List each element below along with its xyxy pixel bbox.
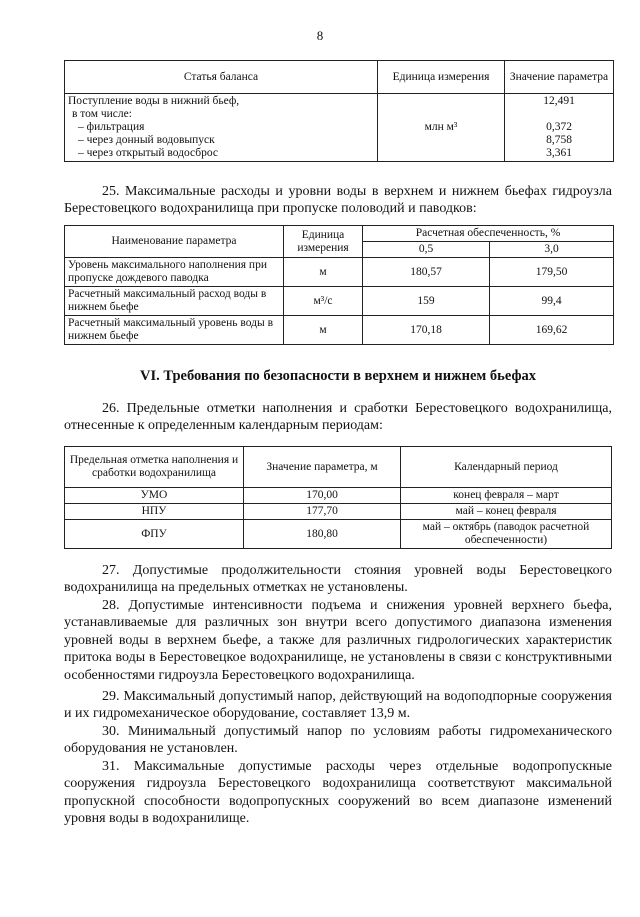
table-row: [65, 316, 614, 345]
table-row: [65, 504, 612, 520]
table-header: Единица измерения: [284, 226, 363, 258]
max-flows-table: [64, 225, 614, 345]
table-cell: 179,50: [490, 258, 614, 287]
table-header: Значение параметра, м: [244, 447, 401, 488]
table-cell: – через открытый водосброс: [78, 147, 219, 159]
table-cell: – фильтрация: [78, 121, 145, 133]
table-cell: Поступление воды в нижний бьеф,: [68, 95, 240, 107]
table-cell: 170,00: [244, 488, 401, 504]
table-cell: Расчетный максимальный уровень воды в нижнем бьефе: [65, 316, 284, 345]
table-cell: май – конец февраля: [401, 504, 612, 520]
table-cell: май – октябрь (паводок расчетной обеспеченности): [401, 520, 612, 549]
balance-values: [505, 94, 614, 162]
table-header-row: [65, 226, 614, 242]
table-cell: 170,18: [363, 316, 490, 345]
table-row: [65, 520, 612, 549]
table-header: 0,5: [363, 242, 490, 258]
table-cell: м: [284, 316, 363, 345]
table-cell: 159: [363, 287, 490, 316]
paragraph-25: 25. Максимальные расходы и уровни воды в верхнем и нижнем бьефах гидроузла Берестовецкого водохранилища при пропуске половодий и паводков:: [64, 184, 612, 217]
limit-marks-table: [64, 446, 612, 549]
table-cell: 12,491: [543, 95, 575, 107]
table-row: [65, 488, 612, 504]
table-header: Значение параметра: [505, 61, 614, 94]
paragraph-26: 26. Предельные отметки наполнения и сработки Берестовецкого водохранилища, отнесенные к определенным календарным периодам:: [64, 401, 612, 434]
table-row: [65, 287, 614, 316]
table-cell: 99,4: [490, 287, 614, 316]
table-header: Наименование параметра: [65, 226, 284, 258]
table-cell: [508, 108, 610, 121]
table-cell: млн м³: [378, 94, 505, 162]
table-cell: м³/с: [284, 287, 363, 316]
table-header: Единица измерения: [378, 61, 505, 94]
table-row: [65, 258, 614, 287]
table-cell: 180,57: [363, 258, 490, 287]
table-header: Календарный период: [401, 447, 612, 488]
table-header-row: [65, 61, 614, 94]
table-cell: 8,758: [546, 134, 572, 146]
table-cell: 3,361: [546, 147, 572, 159]
balance-items: [65, 94, 378, 162]
table-cell: – через донный водовыпуск: [78, 134, 215, 146]
table-cell: 0,372: [546, 121, 572, 133]
paragraph-28: 28. Допустимые интенсивности подъема и снижения уровней верхнего бьефа, устанавливаемые для различных зон внутри всего допустимого диапазона изменения уровней воды в верхнем бьефе, а также для различных гидрологических характеристик притока воды в Берестовецкое водохранилище, не установлены в связи с конструктивными особенностями гидроузла Берестовецкого водохранилища.: [64, 598, 612, 683]
paragraph-27: 27. Допустимые продолжительности стояния уровней воды Берестовецкого водохранилища на предельных отметках не установлены.: [64, 563, 612, 596]
table-cell: 177,70: [244, 504, 401, 520]
table-header: Предельная отметка наполнения и сработки водохранилища: [65, 447, 244, 488]
table-cell: м: [284, 258, 363, 287]
table-cell: Расчетный максимальный расход воды в нижнем бьефе: [65, 287, 284, 316]
table-cell: 169,62: [490, 316, 614, 345]
section-heading: VI. Требования по безопасности в верхнем и нижнем бьефах: [140, 368, 536, 384]
paragraph-31: 31. Максимальные допустимые расходы через отдельные водопропускные сооружения гидроузла Берестовецкого водохранилища соответствуют максимальной пропускной способности водопропускных сооружений во всем диапазоне изменений уровня воды в водохранилище.: [64, 759, 612, 827]
table-header: 3,0: [490, 242, 614, 258]
paragraph-29: 29. Максимальный допустимый напор, действующий на водоподпорные сооружения и их гидромеханическое оборудование, составляет 13,9 м.: [64, 689, 612, 722]
table-cell: УМО: [65, 488, 244, 504]
table-cell: Уровень максимального наполнения при пропуске дождевого паводка: [65, 258, 284, 287]
table-header-row: [65, 447, 612, 488]
table-row: [65, 94, 614, 162]
table-cell: НПУ: [65, 504, 244, 520]
table-cell: 180,80: [244, 520, 401, 549]
table-cell: конец февраля – март: [401, 488, 612, 504]
paragraph-30: 30. Минимальный допустимый напор по условиям работы гидромеханического оборудования не установлен.: [64, 724, 612, 757]
balance-table: [64, 60, 614, 162]
table-cell: в том числе:: [72, 108, 132, 120]
table-cell: ФПУ: [65, 520, 244, 549]
table-header: Статья баланса: [65, 61, 378, 94]
table-header: Расчетная обеспеченность, %: [363, 226, 614, 242]
page-number: 8: [316, 28, 324, 43]
